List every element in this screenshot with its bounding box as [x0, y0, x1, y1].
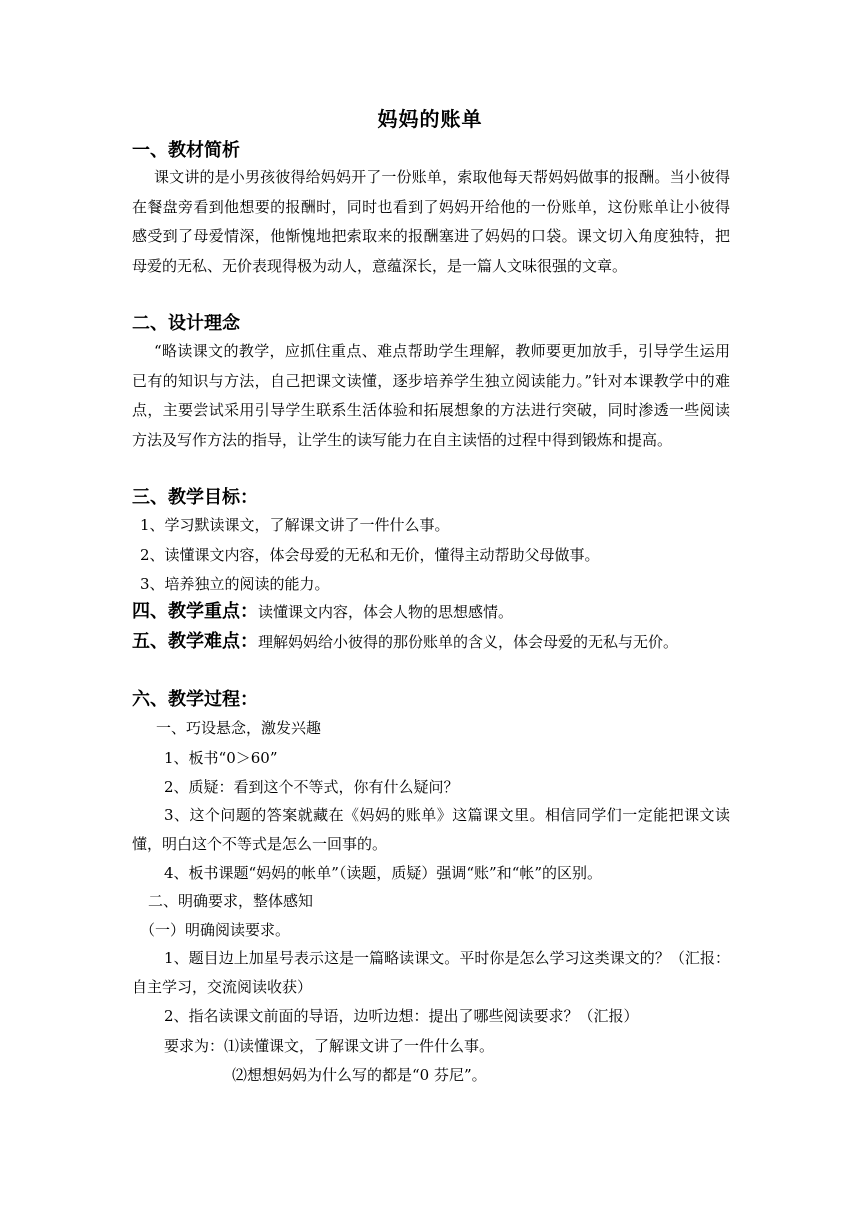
section-heading-teaching-objectives: 三、教学目标： [132, 487, 258, 508]
section-key-points [132, 598, 513, 626]
process-step: 1、板书“0＞60” [164, 749, 278, 767]
objective-item: 3、培养独立的阅读的能力。 [140, 575, 330, 593]
textbook-analysis-paragraph: 课文讲的是小男孩彼得给妈妈开了一份账单，索取他每天帮妈妈做事的报酬。当小彼得在餐盘旁看到他想要的报酬时，同时也看到了妈妈开给他的一份账单，这份账单让小彼得感受到了母爱情深，他惭愧地把索取来的报酬塞进了妈妈的口袋。课文切入角度独特，把母爱的无私、无价表现得极为动人，意蕴深长，是一篇人文味很强的文章。 [132, 168, 730, 275]
section-heading-design-concept: 二、设计理念 [132, 313, 240, 334]
objective-item: 2、读懂课文内容，体会母爱的无私和无价，懂得主动帮助父母做事。 [140, 546, 600, 564]
design-concept-paragraph: “略读课文的教学，应抓住重点、难点帮助学生理解，教师要更加放手，引导学生运用已有的知识与方法，自己把课文读懂，逐步培养学生独立阅读能力。”针对本课教学中的难点，主要尝试采用引导学生联系生活体验和拓展想象的方法进行突破，同时渗透一些阅读方法及写作方法的指导，让学生的读写能力在自主读悟的过程中得到锻炼和提高。 [132, 342, 730, 449]
difficult-points-label: 五、教学难点： [132, 631, 258, 652]
process-part-title: 二、明确要求，整体感知 [148, 892, 314, 910]
process-step: 2、指名读课文前面的导语，边听边想：提出了哪些阅读要求？（汇报） [164, 1007, 639, 1025]
process-step: 3、这个问题的答案就藏在《妈妈的账单》这篇课文里。相信同学们一定能把课文读懂，明白这个不等式是怎么一回事的。 [132, 806, 730, 853]
difficult-points-text: 理解妈妈给小彼得的那份账单的含义，体会母爱的无私与无价。 [258, 633, 679, 651]
process-step: 1、题目边上加星号表示这是一篇略读课文。平时你是怎么学习这类课文的？（汇报：自主学习，交流阅读收获） [132, 949, 730, 996]
process-subsection-title: （一）明确阅读要求。 [140, 921, 291, 939]
document-title: 妈妈的账单 [377, 107, 483, 131]
key-points-label: 四、教学重点： [132, 601, 258, 622]
process-step: 4、板书课题“妈妈的帐单”（读题，质疑）强调“账”和“帐”的区别。 [164, 864, 603, 882]
key-points-text: 读懂课文内容，体会人物的思想感情。 [258, 603, 514, 621]
reading-requirement: 要求为：⑴读懂课文，了解课文讲了一件什么事。 [164, 1037, 495, 1055]
section-heading-teaching-process: 六、教学过程： [132, 689, 258, 710]
section-difficult-points [132, 627, 730, 657]
process-step: 2、质疑：看到这个不等式，你有什么疑问？ [164, 778, 459, 796]
section-heading-textbook-analysis: 一、教材简析 [132, 140, 240, 161]
process-part-title: 一、巧设悬念，激发兴趣 [156, 719, 322, 737]
objective-item: 1、学习默读课文，了解课文讲了一件什么事。 [140, 516, 450, 534]
reading-requirement: ⑵想想妈妈为什么写的都是“0 芬尼”。 [232, 1066, 487, 1084]
